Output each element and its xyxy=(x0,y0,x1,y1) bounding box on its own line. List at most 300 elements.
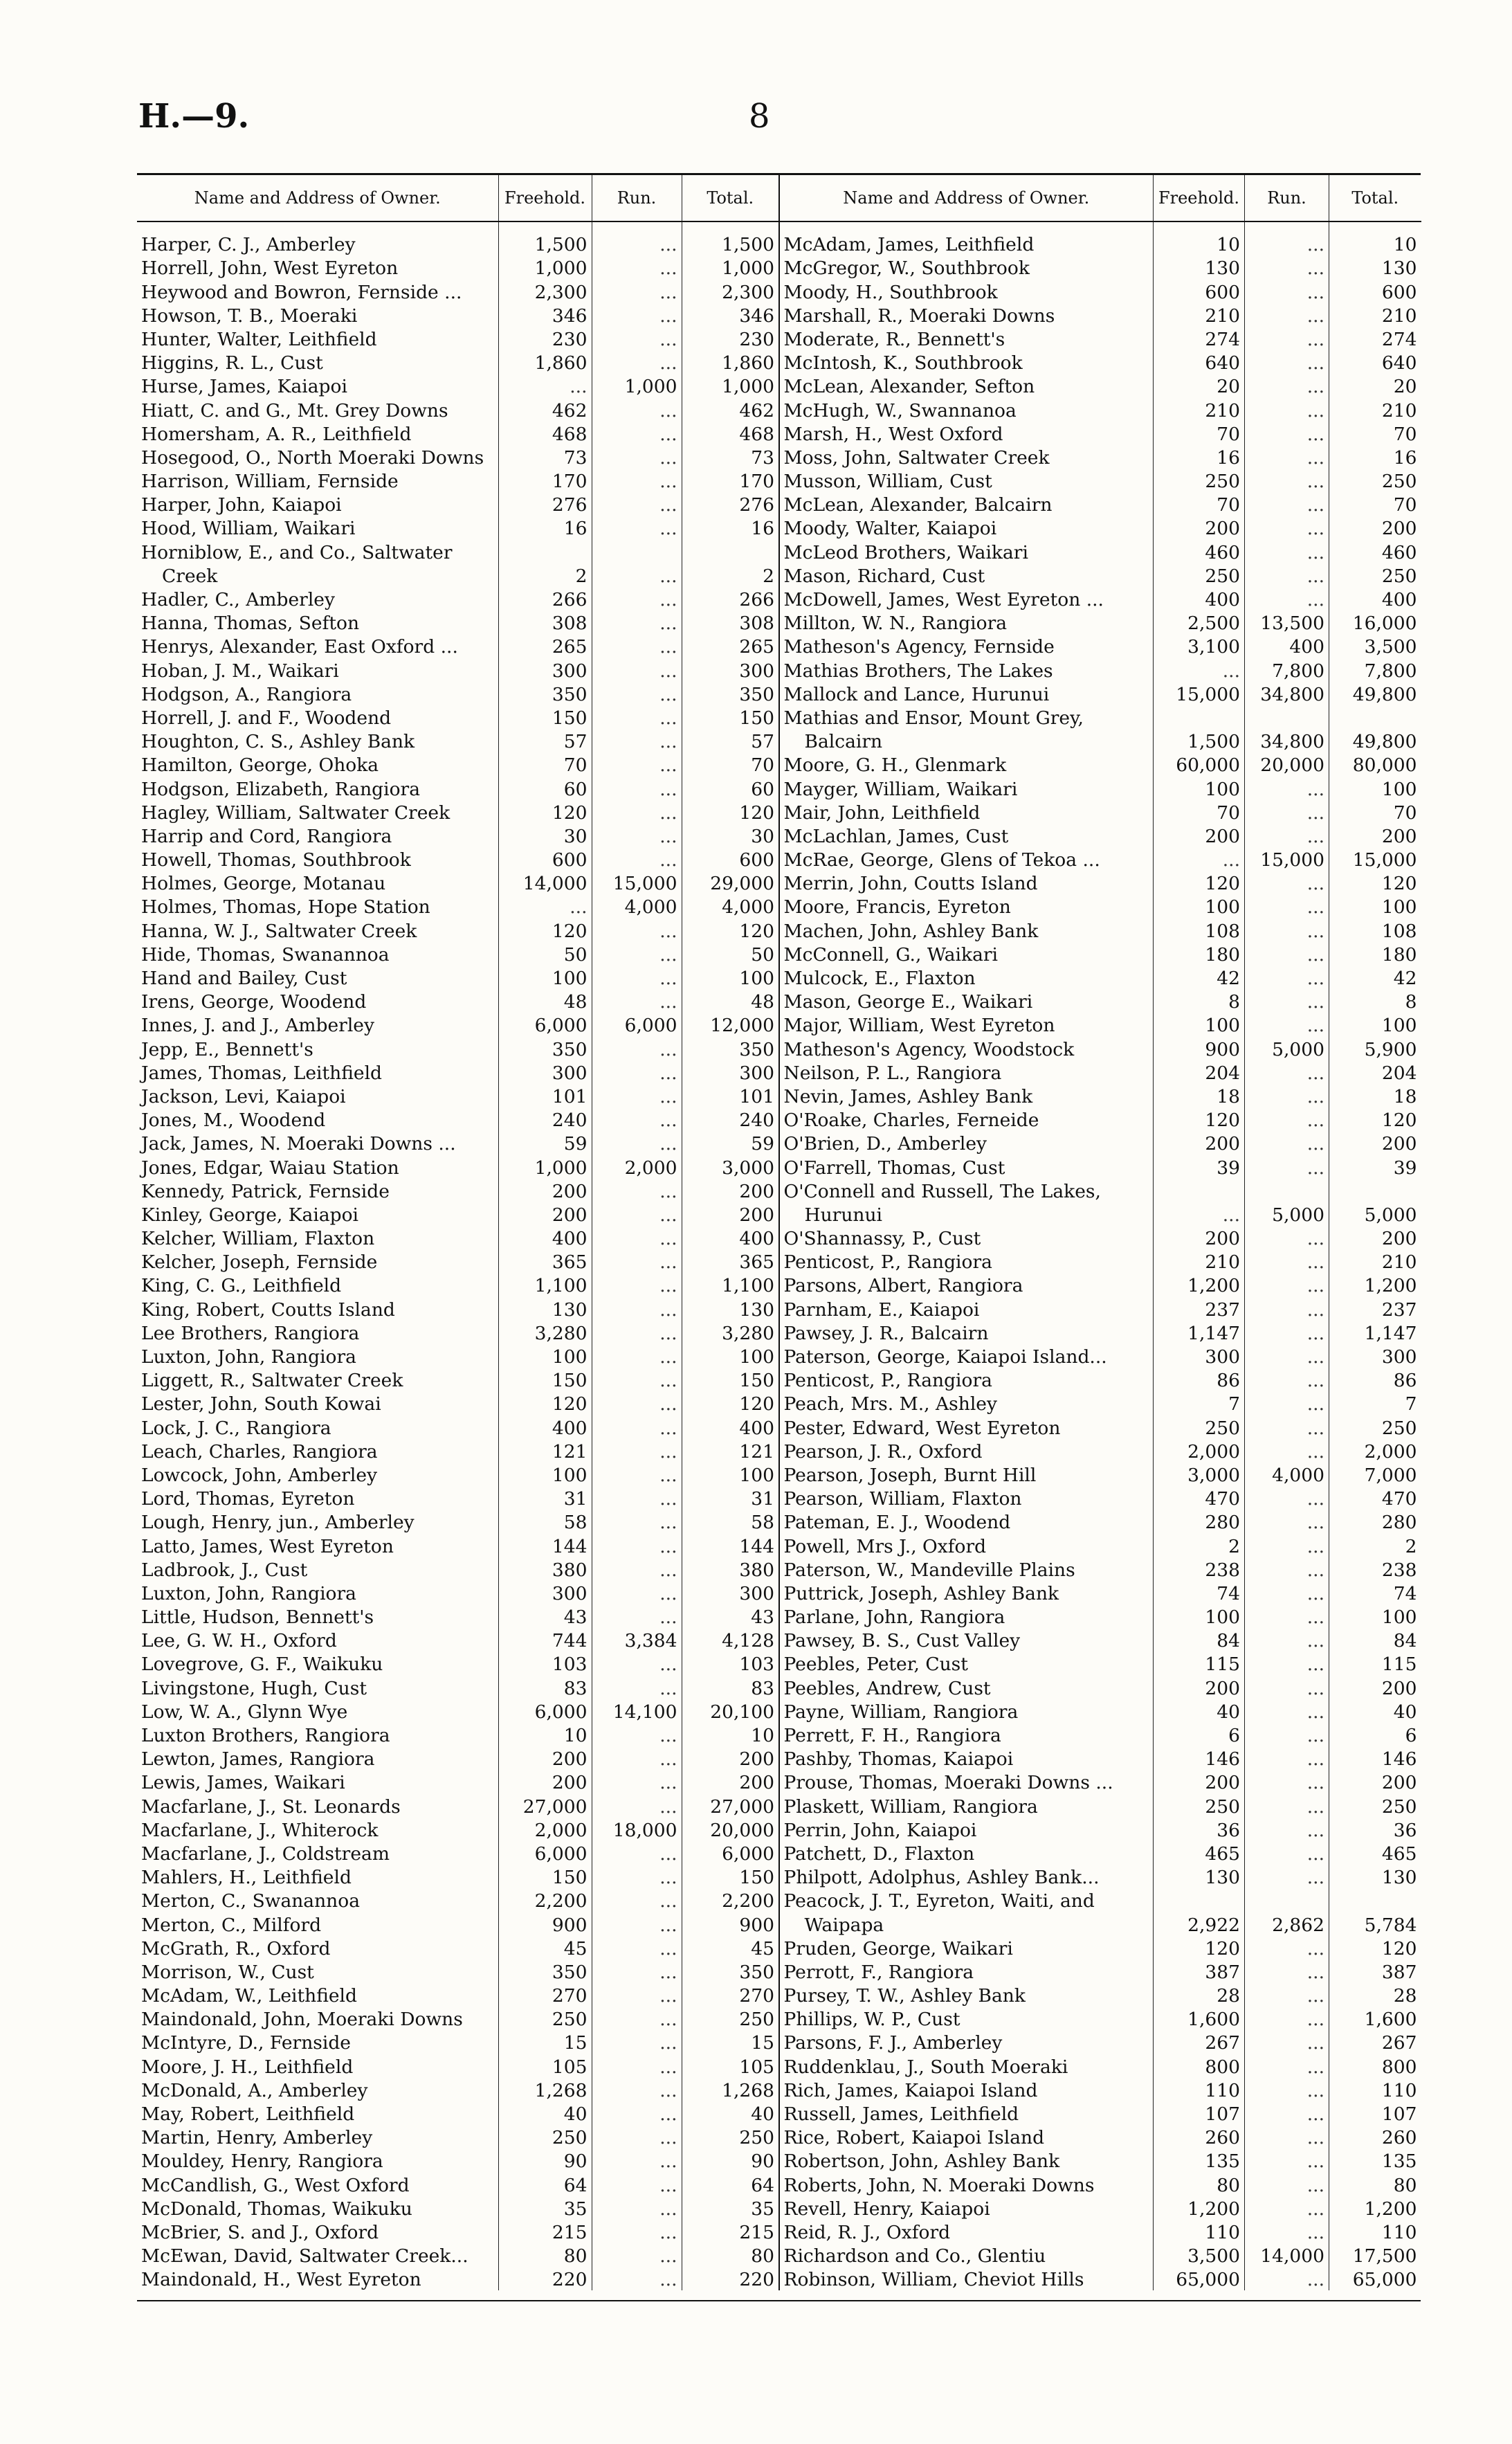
owner-cell: Luxton, John, Rangiora xyxy=(137,1344,498,1368)
table-row xyxy=(780,1131,1421,1155)
freehold-cell: 15 xyxy=(498,2030,592,2054)
table-row xyxy=(780,255,1421,279)
freehold-cell: 40 xyxy=(1154,1699,1245,1723)
table-row xyxy=(780,1273,1421,1296)
freehold-cell: 120 xyxy=(1154,871,1245,894)
freehold-cell: 200 xyxy=(1154,824,1245,847)
run-cell: ... xyxy=(1245,1131,1329,1155)
total-cell: 8 xyxy=(1405,991,1417,1013)
table-row xyxy=(780,1344,1421,1368)
owner-cell: Low, W. A., Glynn Wye xyxy=(137,1699,498,1723)
total-cell: 103 xyxy=(739,1654,774,1676)
total-cell: 210 xyxy=(1381,399,1417,422)
run-cell: ... xyxy=(592,1344,682,1368)
owner-cell: Lock, J. C., Rangiora xyxy=(137,1415,498,1438)
owner-cell: O'Shannassy, P., Cust xyxy=(780,1226,1154,1249)
run-cell: ... xyxy=(592,327,682,350)
total-cell: 400 xyxy=(739,1228,774,1250)
total-cell: 15 xyxy=(751,2032,774,2054)
table-row xyxy=(137,279,778,302)
table-row xyxy=(137,422,778,445)
total-cell: 35 xyxy=(751,2198,774,2220)
table-layout xyxy=(137,175,1421,2290)
total-cell: 2 xyxy=(1405,1535,1417,1557)
run-cell: 7,800 xyxy=(1245,658,1329,681)
total-cell: 40 xyxy=(1393,1701,1417,1723)
owner-cell: Hiatt, C. and G., Mt. Grey Downs xyxy=(137,397,498,421)
owner-cell: O'Connell and Russell, The Lakes, xyxy=(780,1179,1154,1202)
table-row xyxy=(780,1604,1421,1628)
table-row xyxy=(780,1841,1421,1865)
table-row xyxy=(780,610,1421,634)
owner-cell: Hanna, W. J., Saltwater Creek xyxy=(137,918,498,941)
owner-cell: Hide, Thomas, Swanannoa xyxy=(137,942,498,966)
total-cell: 100 xyxy=(1381,778,1417,800)
run-cell: ... xyxy=(592,1202,682,1226)
run-cell: ... xyxy=(1245,1296,1329,1320)
table-row xyxy=(780,1226,1421,1249)
run-cell: ... xyxy=(592,1912,682,1935)
owner-cell: Rich, James, Kaiapoi Island xyxy=(780,2078,1154,2101)
owner-cell: Marshall, R., Moeraki Downs xyxy=(780,303,1154,327)
freehold-cell: 30 xyxy=(498,824,592,847)
freehold-cell: 600 xyxy=(498,847,592,871)
total-cell: 57 xyxy=(751,731,774,753)
owner-cell: Higgins, R. L., Cust xyxy=(137,350,498,374)
spacer-row xyxy=(780,221,1421,232)
total-cell: 150 xyxy=(739,707,774,729)
run-cell: ... xyxy=(1245,800,1329,824)
owner-cell: Leach, Charles, Rangiora xyxy=(137,1439,498,1463)
table-row xyxy=(137,2030,778,2054)
freehold-cell: 600 xyxy=(1154,279,1245,302)
table-row xyxy=(780,1368,1421,1391)
total-cell: 300 xyxy=(739,660,774,682)
table-row xyxy=(137,2220,778,2243)
run-cell: ... xyxy=(1245,1628,1329,1651)
freehold-cell: 10 xyxy=(1154,232,1245,255)
run-cell: ... xyxy=(592,1581,682,1604)
owner-cell: Millton, W. N., Rangiora xyxy=(780,610,1154,634)
run-cell: ... xyxy=(1245,1699,1329,1723)
total-cell: 100 xyxy=(739,1464,774,1486)
owner-cell: Merton, C., Milford xyxy=(137,1912,498,1935)
run-cell: ... xyxy=(1245,2101,1329,2125)
run-cell: ... xyxy=(592,682,682,705)
total-cell: 36 xyxy=(1393,1819,1417,1841)
total-cell: 215 xyxy=(739,2221,774,2243)
freehold-cell: 2,922 xyxy=(1154,1912,1245,1935)
right-column-block xyxy=(779,175,1421,2290)
owner-cell: Hurunui xyxy=(780,1202,1154,1226)
table-row xyxy=(137,1439,778,1463)
run-cell: ... xyxy=(1245,1344,1329,1368)
owner-cell: Peebles, Peter, Cust xyxy=(780,1651,1154,1675)
total-cell: 120 xyxy=(1381,873,1417,895)
owner-cell: Neilson, P. L., Rangiora xyxy=(780,1060,1154,1084)
total-cell: 266 xyxy=(739,589,774,610)
freehold-cell: 266 xyxy=(498,587,592,610)
total-cell: 180 xyxy=(1381,943,1417,966)
table-row xyxy=(137,1131,778,1155)
table-row xyxy=(780,327,1421,350)
owner-cell: Henrys, Alexander, East Oxford ... xyxy=(137,634,498,658)
freehold-cell: 230 xyxy=(498,327,592,350)
run-cell: ... xyxy=(592,1249,682,1273)
freehold-cell: ... xyxy=(1154,847,1245,871)
freehold-cell: 100 xyxy=(498,1344,592,1368)
total-cell: 120 xyxy=(739,1393,774,1415)
table-row xyxy=(780,492,1421,516)
table-row xyxy=(137,1841,778,1865)
freehold-cell: 465 xyxy=(1154,1841,1245,1865)
table-row xyxy=(137,1651,778,1675)
total-cell: 260 xyxy=(1381,2127,1417,2149)
freehold-cell: 900 xyxy=(1154,1036,1245,1060)
run-cell: ... xyxy=(1245,2196,1329,2220)
owner-cell: Harrison, William, Fernside xyxy=(137,469,498,492)
total-cell: 40 xyxy=(751,2103,774,2125)
owner-cell: Pearson, Joseph, Burnt Hill xyxy=(780,1463,1154,1486)
total-cell: 400 xyxy=(1381,589,1417,610)
table-row xyxy=(780,2196,1421,2220)
freehold-cell: 150 xyxy=(498,705,592,729)
owner-cell: Plaskett, William, Rangiora xyxy=(780,1793,1154,1817)
table-row xyxy=(780,2220,1421,2243)
freehold-cell: 70 xyxy=(498,752,592,776)
table-row xyxy=(137,1865,778,1888)
total-cell: 31 xyxy=(751,1488,774,1510)
freehold-cell: 101 xyxy=(498,1084,592,1107)
owner-cell: Hanna, Thomas, Sefton xyxy=(137,610,498,634)
run-cell: ... xyxy=(592,918,682,941)
freehold-cell: 70 xyxy=(1154,800,1245,824)
total-cell: 5,900 xyxy=(1364,1038,1417,1060)
table-row xyxy=(780,1675,1421,1699)
freehold-cell: 387 xyxy=(1154,1959,1245,1983)
table-row xyxy=(137,966,778,989)
total-cell: 58 xyxy=(751,1512,774,1534)
table-row xyxy=(137,1793,778,1817)
run-cell: ... xyxy=(592,1793,682,1817)
freehold-cell: 200 xyxy=(498,1179,592,1202)
owner-cell: Major, William, West Eyreton xyxy=(780,1013,1154,1036)
table-row xyxy=(780,1793,1421,1817)
total-cell: 280 xyxy=(1381,1512,1417,1534)
owner-cell: Matheson's Agency, Woodstock xyxy=(780,1036,1154,1060)
owner-cell: McIntyre, D., Fernside xyxy=(137,2030,498,2054)
run-cell: ... xyxy=(592,776,682,799)
left-header-row xyxy=(137,175,778,221)
owner-cell: Jones, Edgar, Waiau Station xyxy=(137,1155,498,1178)
run-cell: ... xyxy=(1245,1226,1329,1249)
owner-cell: McLean, Alexander, Balcairn xyxy=(780,492,1154,516)
total-cell: 1,860 xyxy=(722,352,774,374)
freehold-cell: 210 xyxy=(1154,303,1245,327)
freehold-cell: ... xyxy=(1154,1202,1245,1226)
table-row xyxy=(137,871,778,894)
run-cell: ... xyxy=(1245,1013,1329,1036)
total-cell: 276 xyxy=(739,494,774,516)
table-row xyxy=(137,1179,778,1202)
run-cell: ... xyxy=(592,1296,682,1320)
table-row xyxy=(780,658,1421,681)
table-row xyxy=(780,1036,1421,1060)
run-cell: ... xyxy=(1245,2172,1329,2196)
total-cell: 465 xyxy=(1381,1843,1417,1865)
total-cell: 200 xyxy=(739,1204,774,1226)
total-cell: 70 xyxy=(1393,423,1417,445)
table-row xyxy=(137,2125,778,2148)
owner-cell: McDonald, A., Amberley xyxy=(137,2078,498,2101)
owner-cell: Moss, John, Saltwater Creek xyxy=(780,445,1154,469)
total-cell: 43 xyxy=(751,1606,774,1629)
run-cell: ... xyxy=(1245,1510,1329,1533)
total-cell: 200 xyxy=(739,1772,774,1794)
total-cell: 250 xyxy=(1381,1417,1417,1439)
freehold-cell: 1,100 xyxy=(498,1273,592,1296)
run-cell: ... xyxy=(1245,989,1329,1013)
run-cell: 34,800 xyxy=(1245,729,1329,752)
header-run: Run. xyxy=(1245,175,1329,221)
run-cell: ... xyxy=(1245,1983,1329,2007)
run-cell: ... xyxy=(592,705,682,729)
freehold-cell: 460 xyxy=(1154,539,1245,563)
run-cell: ... xyxy=(592,1084,682,1107)
run-cell: ... xyxy=(1245,279,1329,302)
table-row xyxy=(780,2078,1421,2101)
total-cell xyxy=(1329,1888,1421,1912)
run-cell: ... xyxy=(1245,2054,1329,2077)
owner-cell: Moderate, R., Bennett's xyxy=(780,327,1154,350)
total-cell: 6 xyxy=(1405,1725,1417,1746)
table-row xyxy=(137,1533,778,1557)
owner-cell: Harrip and Cord, Rangiora xyxy=(137,824,498,847)
owner-cell: Morrison, W., Cust xyxy=(137,1959,498,1983)
table-row xyxy=(780,2125,1421,2148)
owner-cell: Holmes, George, Motanau xyxy=(137,871,498,894)
owner-cell: Musson, William, Cust xyxy=(780,469,1154,492)
table-row xyxy=(780,422,1421,445)
run-cell: ... xyxy=(1245,1841,1329,1865)
freehold-cell: 120 xyxy=(498,1391,592,1415)
total-cell xyxy=(1329,705,1421,729)
freehold-cell: 200 xyxy=(498,1770,592,1793)
total-cell: 1,600 xyxy=(1364,2009,1417,2031)
table-row xyxy=(137,303,778,327)
run-cell: ... xyxy=(1245,1084,1329,1107)
total-cell: 308 xyxy=(739,613,774,635)
freehold-cell xyxy=(1154,1888,1245,1912)
owner-cell: Horrell, J. and F., Woodend xyxy=(137,705,498,729)
freehold-cell: 27,000 xyxy=(498,1793,592,1817)
run-cell: ... xyxy=(1245,776,1329,799)
spacer-cell xyxy=(1329,221,1421,232)
run-cell: ... xyxy=(592,255,682,279)
owner-cell: Creek xyxy=(137,563,498,587)
table-row xyxy=(137,682,778,705)
total-cell: 350 xyxy=(739,1038,774,1060)
freehold-cell: 300 xyxy=(1154,1344,1245,1368)
freehold-cell: 90 xyxy=(498,2148,592,2172)
run-cell: ... xyxy=(1245,824,1329,847)
total-cell: 110 xyxy=(1381,2079,1417,2101)
freehold-cell: 110 xyxy=(1154,2220,1245,2243)
total-cell: 42 xyxy=(1393,968,1417,989)
table-row xyxy=(780,1557,1421,1581)
freehold-cell: 1,268 xyxy=(498,2078,592,2101)
table-row xyxy=(137,1344,778,1368)
owner-cell: Pashby, Thomas, Kaiapoi xyxy=(780,1746,1154,1770)
run-cell: ... xyxy=(592,824,682,847)
owner-cell: O'Farrell, Thomas, Cust xyxy=(780,1155,1154,1178)
total-cell: 5,784 xyxy=(1364,1914,1417,1936)
table-row xyxy=(780,1581,1421,1604)
run-cell: ... xyxy=(592,989,682,1013)
run-cell: ... xyxy=(1245,469,1329,492)
run-cell: ... xyxy=(592,800,682,824)
spacer-row xyxy=(137,221,778,232)
freehold-cell: 74 xyxy=(1154,1581,1245,1604)
run-cell: ... xyxy=(1245,1959,1329,1983)
table-row xyxy=(780,2243,1421,2267)
owner-cell: James, Thomas, Leithfield xyxy=(137,1060,498,1084)
freehold-cell: 2,300 xyxy=(498,279,592,302)
table-row xyxy=(137,2101,778,2125)
total-cell: 39 xyxy=(1393,1157,1417,1179)
table-row xyxy=(137,1321,778,1344)
freehold-cell: 6 xyxy=(1154,1723,1245,1746)
run-cell: ... xyxy=(1245,445,1329,469)
freehold-cell: 86 xyxy=(1154,1368,1245,1391)
run-cell: 4,000 xyxy=(1245,1463,1329,1486)
owner-cell: Livingstone, Hugh, Cust xyxy=(137,1675,498,1699)
run-cell: ... xyxy=(592,2007,682,2030)
total-cell: 74 xyxy=(1393,1582,1417,1604)
header-freehold: Freehold. xyxy=(498,175,592,221)
table-row xyxy=(780,1391,1421,1415)
run-cell: 4,000 xyxy=(592,894,682,918)
total-cell: 107 xyxy=(1381,2103,1417,2125)
owner-cell: Mayger, William, Waikari xyxy=(780,776,1154,799)
run-cell: ... xyxy=(1245,894,1329,918)
total-cell: 4,128 xyxy=(722,1630,774,1652)
table-row xyxy=(780,1486,1421,1510)
total-cell: 468 xyxy=(739,423,774,445)
total-cell xyxy=(1329,1179,1421,1202)
run-cell: ... xyxy=(1245,1793,1329,1817)
run-cell: ... xyxy=(592,1604,682,1628)
table-row xyxy=(780,469,1421,492)
run-cell: ... xyxy=(1245,1557,1329,1581)
freehold-cell: 40 xyxy=(498,2101,592,2125)
total-cell: 200 xyxy=(1381,825,1417,847)
header-total: Total. xyxy=(1329,175,1421,221)
owner-cell: Jackson, Levi, Kaiapoi xyxy=(137,1084,498,1107)
run-cell: ... xyxy=(592,729,682,752)
total-cell: 274 xyxy=(1381,328,1417,350)
total-cell: 600 xyxy=(1381,281,1417,303)
freehold-cell: 308 xyxy=(498,610,592,634)
total-cell: 300 xyxy=(739,1062,774,1084)
run-cell: ... xyxy=(1245,1865,1329,1888)
table-row xyxy=(137,232,778,255)
table-row xyxy=(137,1368,778,1391)
table-row xyxy=(780,303,1421,327)
freehold-cell: 250 xyxy=(1154,563,1245,587)
table-row xyxy=(137,942,778,966)
owner-cell: McGregor, W., Southbrook xyxy=(780,255,1154,279)
table-row xyxy=(137,2078,778,2101)
freehold-cell: 36 xyxy=(1154,1818,1245,1841)
owner-cell: McLachlan, James, Cust xyxy=(780,824,1154,847)
freehold-cell: 1,200 xyxy=(1154,1273,1245,1296)
table-row xyxy=(780,2101,1421,2125)
total-cell: 210 xyxy=(1381,305,1417,327)
total-cell: 237 xyxy=(1381,1298,1417,1321)
total-cell: 200 xyxy=(1381,1228,1417,1250)
owner-cell: Innes, J. and J., Amberley xyxy=(137,1013,498,1036)
table-row xyxy=(137,1604,778,1628)
total-cell: 2 xyxy=(763,565,774,587)
document-code: H.—9. xyxy=(138,97,250,136)
freehold-cell: 237 xyxy=(1154,1296,1245,1320)
owner-cell: Lowcock, John, Amberley xyxy=(137,1463,498,1486)
freehold-cell: 250 xyxy=(498,2007,592,2030)
total-cell: 470 xyxy=(1381,1488,1417,1510)
owner-cell: Mair, John, Leithfield xyxy=(780,800,1154,824)
freehold-cell: 180 xyxy=(1154,942,1245,966)
table-row xyxy=(780,800,1421,824)
run-cell: 2,000 xyxy=(592,1155,682,1178)
table-row xyxy=(780,682,1421,705)
total-cell: 200 xyxy=(1381,518,1417,540)
total-cell: 365 xyxy=(739,1251,774,1274)
run-cell: ... xyxy=(592,2172,682,2196)
spacer-cell xyxy=(498,221,592,232)
freehold-cell: 100 xyxy=(1154,1013,1245,1036)
owner-cell: Marsh, H., West Oxford xyxy=(780,422,1154,445)
freehold-cell: 103 xyxy=(498,1651,592,1675)
owner-cell: Perrett, F. H., Rangiora xyxy=(780,1723,1154,1746)
table-row xyxy=(780,1296,1421,1320)
spacer-cell xyxy=(1154,221,1245,232)
run-cell: ... xyxy=(1245,2267,1329,2290)
freehold-cell: 20 xyxy=(1154,374,1245,397)
freehold-cell: 350 xyxy=(498,1036,592,1060)
table-row xyxy=(137,1699,778,1723)
freehold-cell: 120 xyxy=(1154,1107,1245,1131)
owner-cell: Paterson, W., Mandeville Plains xyxy=(780,1557,1154,1581)
total-cell: 2,200 xyxy=(722,1890,774,1912)
table-row xyxy=(780,1865,1421,1888)
run-cell: 15,000 xyxy=(1245,847,1329,871)
total-cell: 108 xyxy=(1381,920,1417,942)
owner-cell: Hodgson, A., Rangiora xyxy=(137,682,498,705)
run-cell: ... xyxy=(592,1321,682,1344)
total-cell: 1,147 xyxy=(1364,1322,1417,1344)
freehold-cell: 16 xyxy=(498,516,592,539)
run-cell: 14,100 xyxy=(592,1699,682,1723)
freehold-cell: 200 xyxy=(498,1746,592,1770)
freehold-cell: 280 xyxy=(1154,1510,1245,1533)
run-cell: ... xyxy=(592,1036,682,1060)
table-row xyxy=(780,1936,1421,1959)
total-cell: 20,000 xyxy=(710,1819,774,1841)
spacer-cell xyxy=(137,221,498,232)
run-cell: ... xyxy=(592,847,682,871)
spacer-cell xyxy=(780,221,1154,232)
